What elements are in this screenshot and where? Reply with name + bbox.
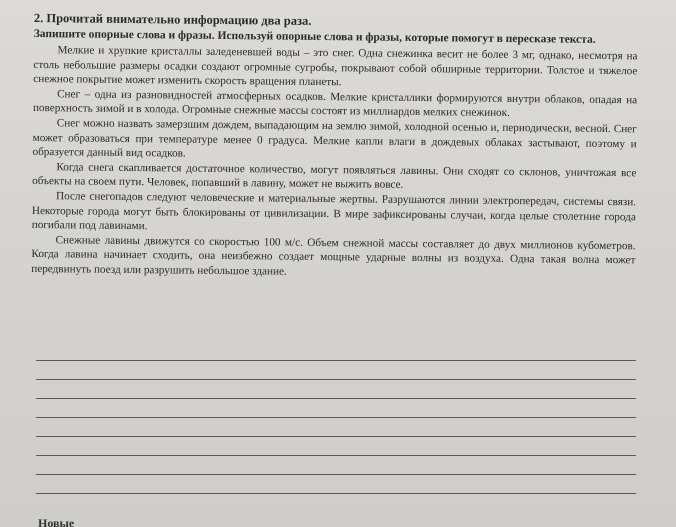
answer-line[interactable] (36, 436, 636, 437)
answer-lines (36, 360, 636, 512)
paragraph-consequences: После снегопадов следуют человеческие и материальные жертвы. Разрушаются линии электропередач, системы связи. Некоторые города могут быть блокированы от цивилизации. В мире зафиксированы случаи, когда целые столетние города погибали под лавинами. (31, 190, 637, 233)
answer-line[interactable] (36, 474, 636, 475)
paragraph-avalanche-speed: Снежные лавины движутся со скоростью 100 м/с. Объем снежной массы составляет до двух миллионов кубометров. Когда лавина начинает сходить, она неизбежно создает мощные ударные волны из воздуха. Одна такая волна может передвинуть поезд или разрушить небольшое здание. (31, 233, 636, 278)
task-title: 2. Прочитай внимательно информацию два раза. (33, 10, 312, 28)
answer-line[interactable] (36, 398, 636, 399)
answer-line[interactable] (36, 360, 636, 361)
cut-off-heading: Новые (38, 516, 75, 527)
answer-line[interactable] (36, 379, 636, 380)
answer-line[interactable] (36, 455, 636, 456)
paragraph-frozen-rain: Снег можно назвать замерзшим дождем, выпадающим на землю зимой, холодной осенью и, периодически, весной. Снег может образоваться при температуре менее 0 градуса. Мелкие капли влаги в дождевых облаках застывают, поэтому и образуется данный вид осадков. (32, 117, 637, 160)
task-content (31, 10, 638, 283)
answer-line[interactable] (36, 493, 636, 494)
paragraph-avalanches: Когда снега скапливается достаточное количество, могут появляться лавины. Они сходят со склонов, уничтожая все объекты на своем пути. Человек, попавший в лавину, может не выжить вовсе. (32, 160, 637, 192)
paragraph-snow-definition: Мелкие и хрупкие кристаллы заледеневшей воды – это снег. Одна снежинка весит не более 3 мг, однако, несмотря на столь небольшие размеры осадки создают огромные сугробы, покрывают собой обширные территории. Толстое и тяжелое снежное покрытие может изменить скорость вращения планеты. (33, 44, 638, 89)
answer-line[interactable] (36, 417, 636, 418)
paragraph-precipitation: Снег – одна из разновидностей атмосферных осадков. Мелкие кристаллики формируются внутри облаков, опадая на поверхность зимой и в холода. Огромные снежные массы состоят из миллиардов мелких снежинок. (32, 88, 638, 120)
task-instruction: Запишите опорные слова и фразы. Используй опорные слова и фразы, которые помогут в пересказе текста. (33, 27, 596, 46)
